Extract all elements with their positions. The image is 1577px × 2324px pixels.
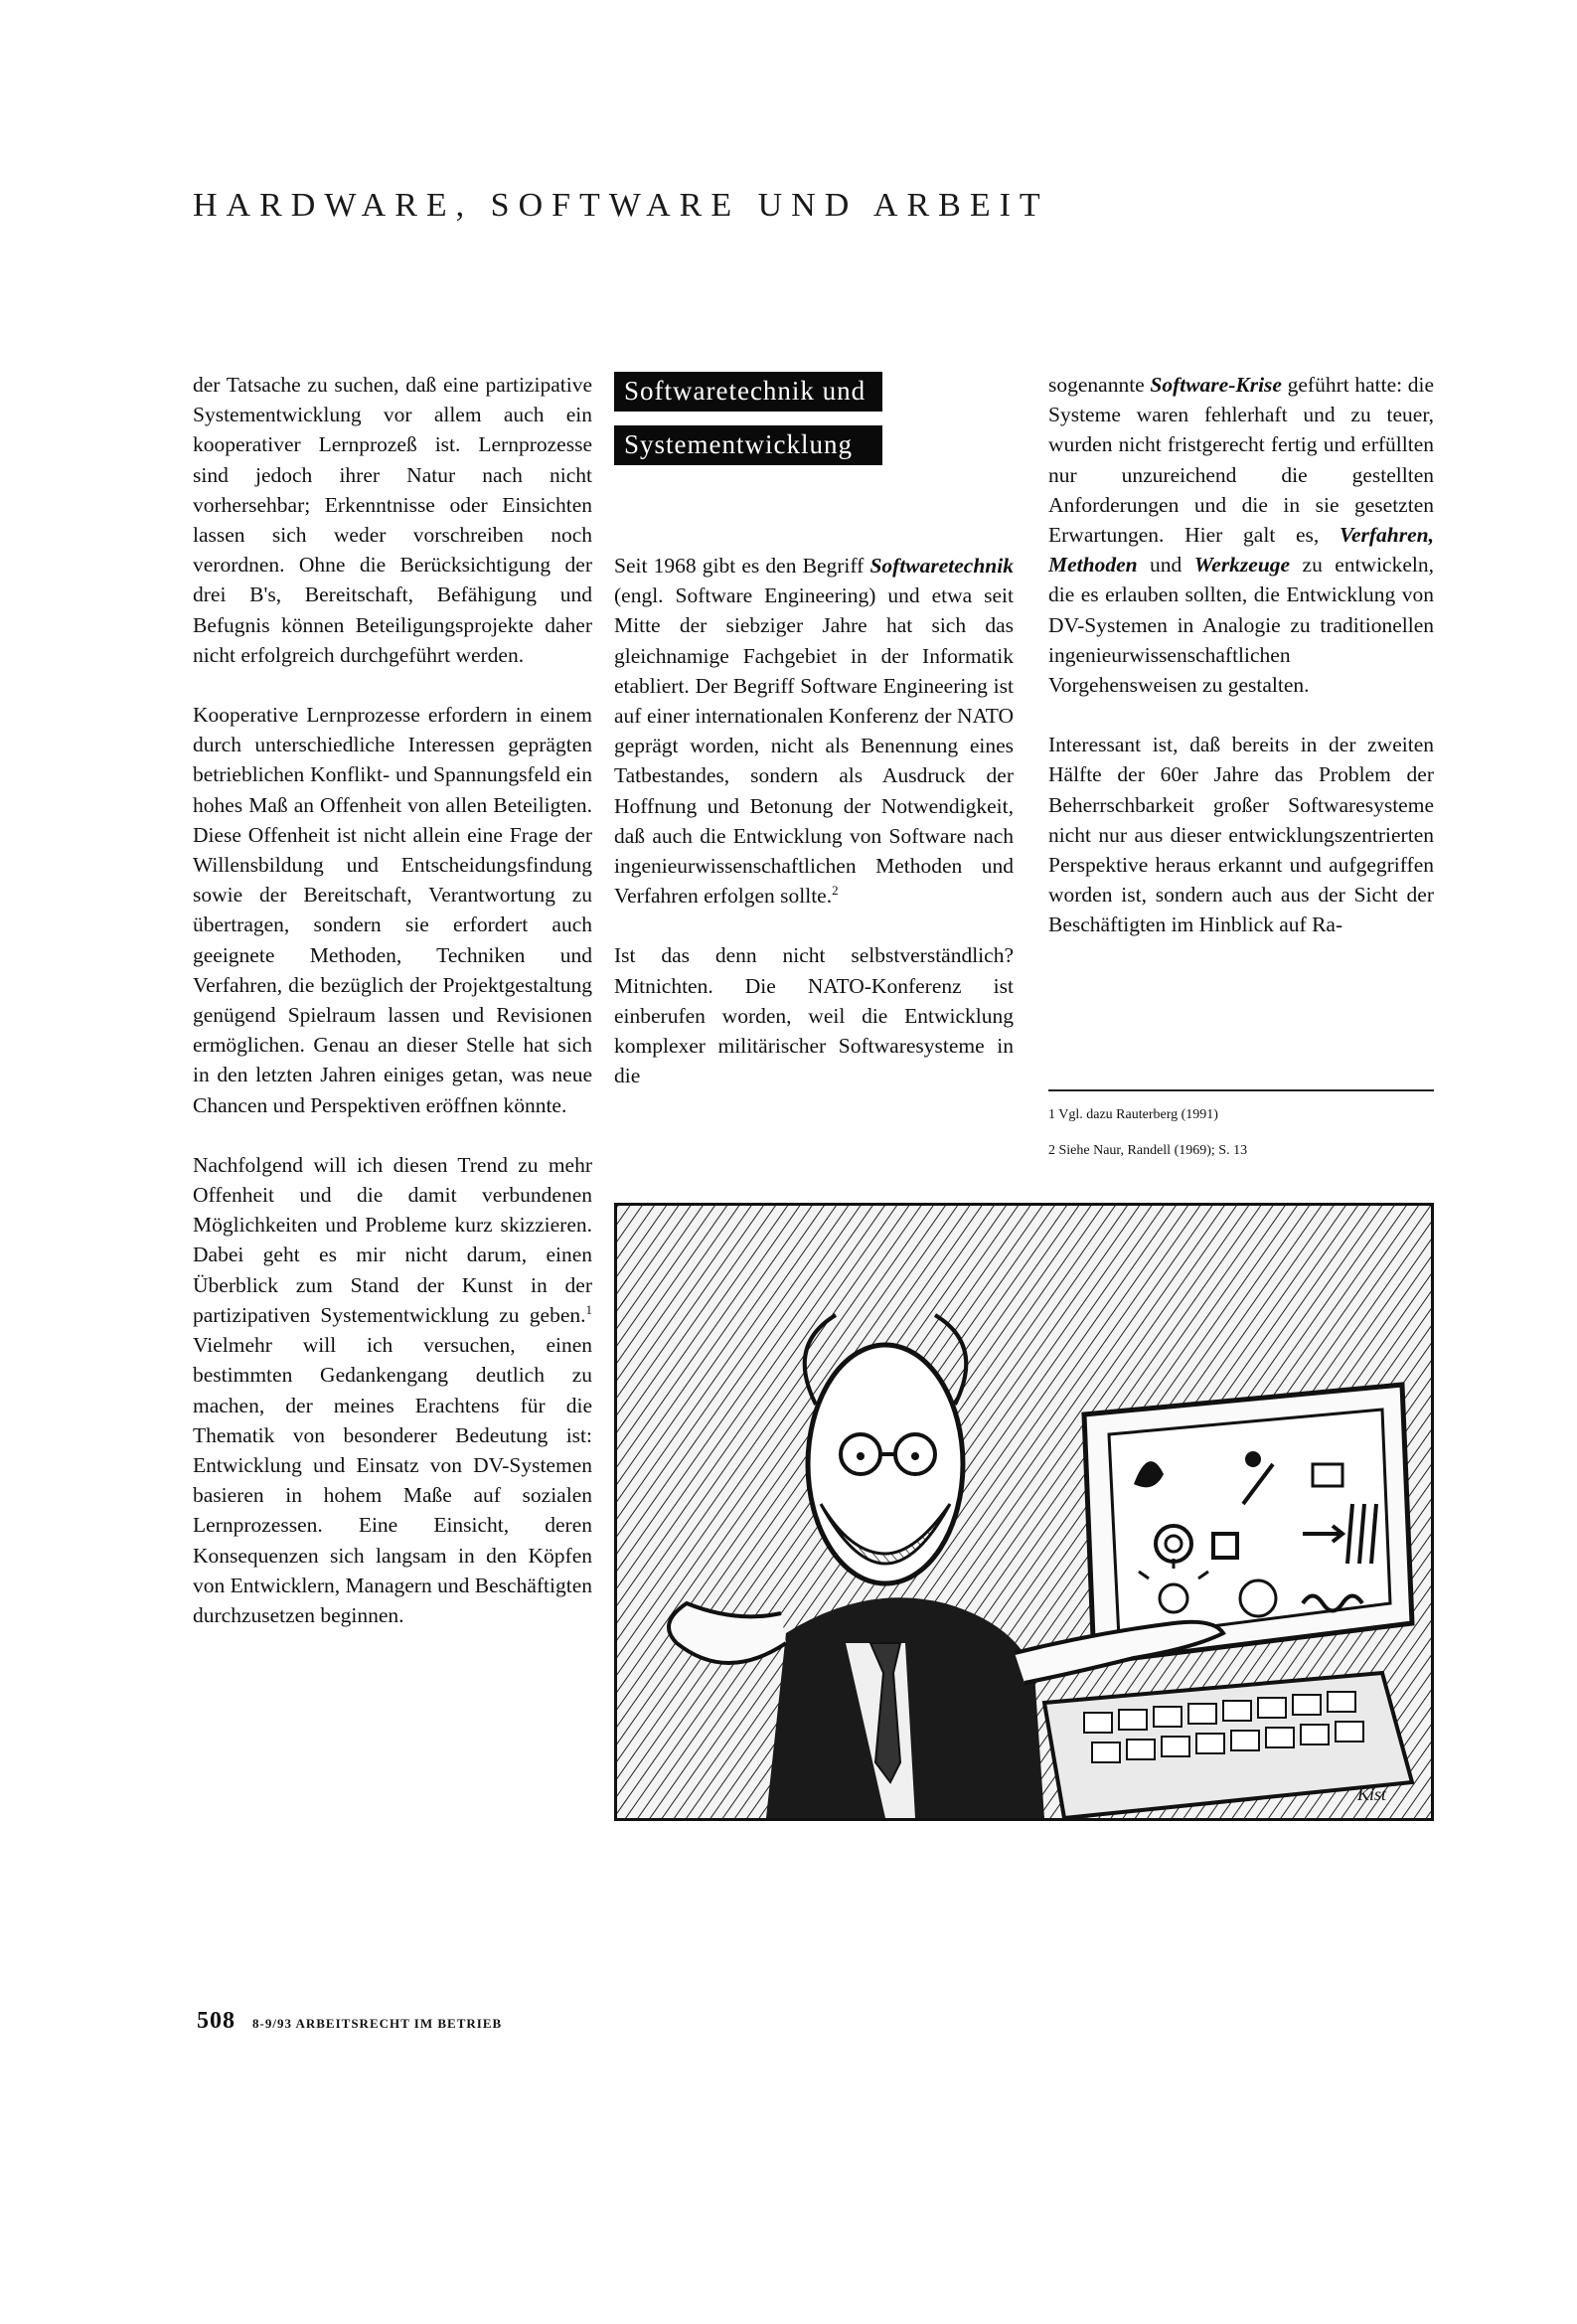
text-column-3	[1048, 370, 1434, 970]
paragraph: der Tatsache zu suchen, daß eine partizipative Systementwicklung vor allem auch ein kooperativer Lernprozeß ist. Lernprozesse sind jedoch ihrer Natur nach nicht vorhersehbar; Erkenntnisse oder Einsichten lassen sich weder vorschreiben noch verordnen. Ohne die Berücksichtigung der drei B's, Bereitschaft, Befähigung und Befugnis können Beteiligungsprojekte daher nicht erfolgreich durchgeführt werden.	[193, 373, 592, 667]
paragraph: Kooperative Lernprozesse erfordern in einem durch unterschiedliche Interessen geprägten betrieblichen Konflikt- und Spannungsfeld ein hohes Maß an Offenheit von allen Beteiligten. Diese Offenheit ist nicht allein eine Frage der Willensbildung und Entscheidungsfindung sowie der Bereitschaft, Verantwortung zu übertragen, sondern sie erfordert auch geeignete Methoden, Techniken und Verfahren, die bezüglich der Projektgestaltung genügend Spielraum lassen und Revisionen ermöglichen. Genau an dieser Stelle hat sich in den letzten Jahren einiges getan, was neue Chancen und Perspektiven eröffnen könnte.	[193, 703, 592, 1117]
footnote-marker: 1	[585, 1301, 592, 1317]
section-heading-line-2: Systementwicklung	[614, 425, 882, 465]
footnote-2: 2 Siehe Naur, Randell (1969); S. 13	[1048, 1143, 1248, 1158]
page-number: 508	[197, 2008, 236, 2034]
footnote-1: 1 Vgl. dazu Rauterberg (1991)	[1048, 1107, 1218, 1122]
emphasis-term: Verfahren, Methoden	[1048, 523, 1434, 578]
footnote-marker: 2	[832, 883, 839, 899]
emphasis-term: Werkzeuge	[1193, 553, 1291, 578]
paragraph: Seit 1968 gibt es den Begriff Softwaretechnik (engl. Software Engineering) und etwa seit Mitte der siebziger Jahre hat sich das gleichnamige Fachgebiet in der Informatik etabliert. Der Begriff Software Engineering ist auf einer internationalen Konferenz der NATO geprägt worden, nicht als Benennung eines Tatbestandes, sondern als Ausdruck der Hoffnung und Betonung der Notwendigkeit, daß auch die Entwicklung von Software nach ingenieurwissenschaftlichen Methoden und Verfahren erfolgen sollte.$^2$	[614, 554, 1014, 909]
section-heading-line-1: Softwaretechnik und	[614, 372, 882, 412]
publication-issue: 8-9/93 ARBEITSRECHT IM BETRIEB	[252, 2016, 503, 2031]
artist-signature: Kist	[1357, 1784, 1387, 1804]
cartoon-drawing	[617, 1206, 1431, 1818]
paragraph: sogenannte Software-Krise geführt hatte: die Systeme waren fehlerhaft und zu teuer, wurden nicht fristgerecht fertig und erfüllten nur unzureichend die gestellten Anforderungen und die in sie gesetzten Erwartungen. Hier galt es, Verfahren, Methoden und Werkzeuge zu entwickeln, die es erlauben sollten, die Entwicklung von DV-Systemen in Analogie zu traditionellen ingenieurwissenschaftlichen Vorgehensweisen zu gestalten.	[1048, 373, 1435, 698]
cartoon-illustration	[614, 1203, 1434, 1821]
running-head: HARDWARE, SOFTWARE UND ARBEIT	[193, 187, 1049, 224]
section-heading	[614, 372, 882, 465]
footnotes	[1048, 1105, 1434, 1177]
paragraph: Nachfolgend will ich diesen Trend zu mehr Offenheit und die damit verbundenen Möglichkeiten und Probleme kurz skizzieren. Dabei geht es mir nicht darum, einen Überblick zum Stand der Kunst in der partizipativen Systementwicklung zu geben.$^1$ Vielmehr will ich versuchen, einen bestimmten Gedankengang deutlich zu machen, der meines Erachtens für die Thematik von besonderer Bedeutung ist: Entwicklung und Einsatz von DV-Systemen basieren in hohem Maße auf sozialen Lernprozessen. Eine Einsicht, deren Konsequenzen sich langsam in den Köpfen von Entwicklern, Managern und Beschäftigten durchzusetzen beginnen.	[193, 1152, 592, 1627]
emphasis-term: Softwaretechnik	[869, 554, 1014, 578]
footnote-divider	[1048, 1089, 1434, 1091]
emphasis-term: Software-Krise	[1150, 373, 1282, 397]
paragraph: Interessant ist, daß bereits in der zweiten Hälfte der 60er Jahre das Problem der Beherrschbarkeit großer Softwaresysteme nicht nur aus dieser entwicklungszentrierten Perspektive heraus erkannt und aufgegriffen worden ist, sondern auch aus der Sicht der Beschäftigten im Hinblick auf Ra-	[1048, 733, 1434, 937]
paragraph: Ist das denn nicht selbstverständlich? Mitnichten. Die NATO-Konferenz ist einberufen worden, weil die Entwicklung komplexer militärischer Softwaresysteme in die	[614, 943, 1014, 1088]
text-column-2	[614, 370, 1014, 1120]
computer-monitor	[1084, 1385, 1412, 1663]
page-footer	[197, 2008, 502, 2035]
text-column-1	[193, 370, 592, 1630]
